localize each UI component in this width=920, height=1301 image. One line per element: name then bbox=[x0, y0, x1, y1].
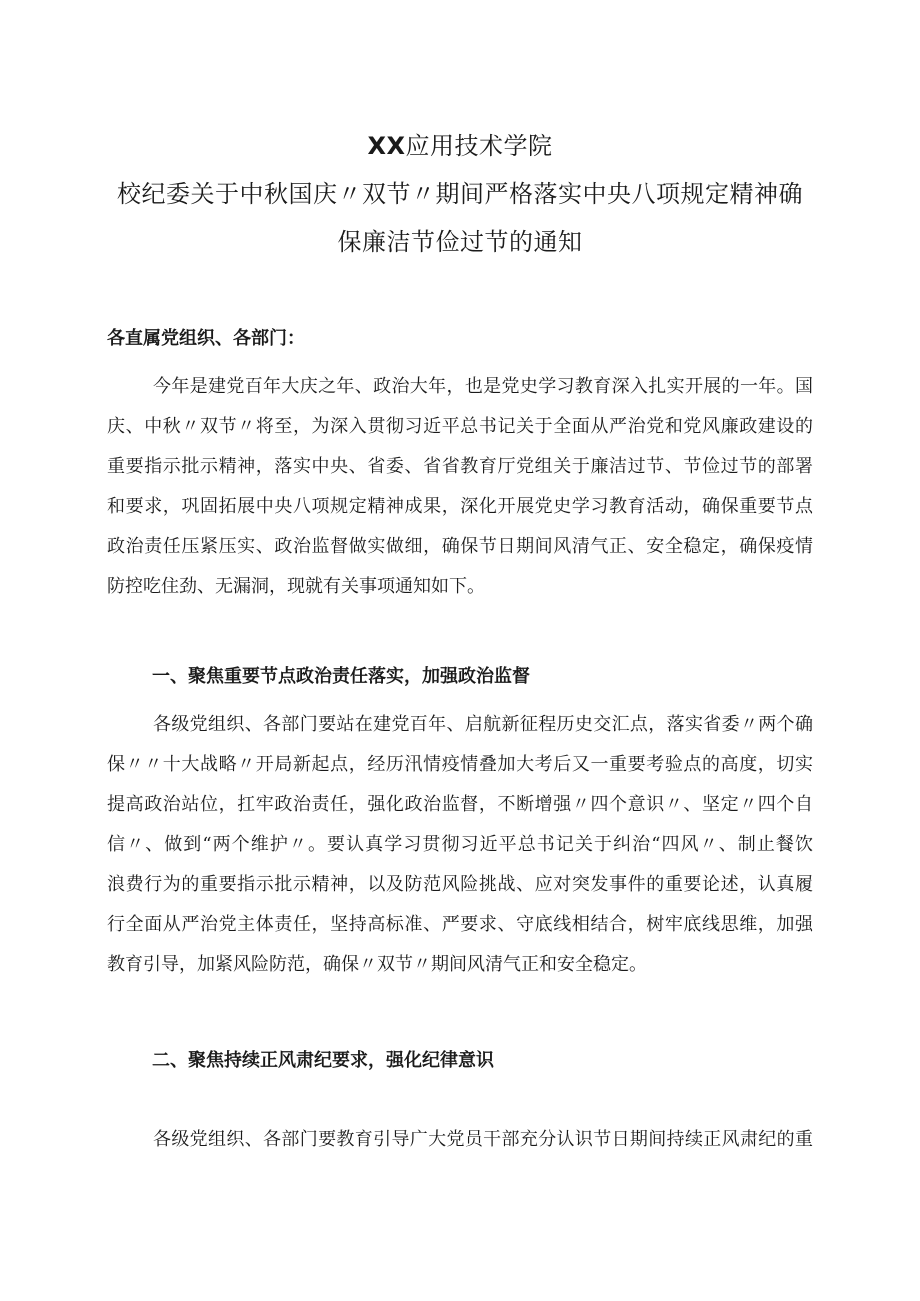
paragraph-line: 防控吃住劲、无漏洞，现就有关事项通知如下。 bbox=[107, 576, 485, 597]
paragraph-line: 重要指示批示精神，落实中央、省委、省省教育厅党组关于廉洁过节、节俭过节的部署 bbox=[107, 456, 813, 477]
document-title-line3: 保廉洁节俭过节的通知 bbox=[337, 228, 583, 256]
paragraph-line: 教育引导，加紧风险防范，确保〃双节〃期间风清气正和安全稳定。 bbox=[107, 954, 647, 975]
document-title-line2: 校纪委关于中秋国庆〃双节〃期间严格落实中央八项规定精神确 bbox=[117, 180, 803, 208]
paragraph-intro bbox=[107, 367, 813, 607]
section-heading-1: 一、聚焦重要节点政治责任落实，加强政治监督 bbox=[152, 666, 530, 687]
document-title-institution bbox=[0, 126, 920, 161]
title-xx-prefix: XX bbox=[367, 132, 406, 160]
paragraph-section-1 bbox=[107, 705, 813, 985]
paragraph-section-2 bbox=[107, 1120, 813, 1160]
paragraph-line: 行全面从严治党主体责任，坚持高标准、严要求、守底线相结合，树牢底线思维，加强 bbox=[107, 914, 813, 935]
paragraph-line: 今年是建党百年大庆之年、政治大年，也是党史学习教育深入扎实开展的一年。国 bbox=[153, 376, 813, 397]
paragraph-line: 各级党组织、各部门要教育引导广大党员干部充分认识节日期间持续正风肃纪的重 bbox=[153, 1129, 813, 1150]
title-institution-name: 应用技术学院 bbox=[405, 132, 553, 160]
paragraph-line: 浪费行为的重要指示批示精神，以及防范风险挑战、应对突发事件的重要论述，认真履 bbox=[107, 874, 813, 895]
paragraph-line: 保〃〃十大战略〃开局新起点，经历汛情疫情叠加大考后又一重要考验点的高度，切实 bbox=[107, 754, 813, 775]
salutation: 各直属党组织、各部门： bbox=[107, 328, 305, 349]
paragraph-line: 政治责任压紧压实、政治监督做实做细，确保节日期间风清气正、安全稳定，确保疫情 bbox=[107, 536, 813, 557]
paragraph-line: 庆、中秋〃双节〃将至，为深入贯彻习近平总书记关于全面从严治党和党风廉政建设的 bbox=[107, 416, 813, 437]
paragraph-line: 提高政治站位，扛牢政治责任，强化政治监督，不断增强〃四个意识〃、坚定〃四个自 bbox=[107, 794, 813, 815]
paragraph-line: 信〃、做到“两个维护〃。要认真学习贯彻习近平总书记关于纠治“四风〃、制止餐饮 bbox=[107, 834, 813, 855]
section-heading-2: 二、聚焦持续正风肃纪要求，强化纪律意识 bbox=[152, 1050, 494, 1071]
paragraph-line: 各级党组织、各部门要站在建党百年、启航新征程历史交汇点，落实省委〃两个确 bbox=[153, 714, 813, 735]
paragraph-line: 和要求，巩固拓展中央八项规定精神成果，深化开展党史学习教育活动，确保重要节点 bbox=[107, 496, 813, 517]
